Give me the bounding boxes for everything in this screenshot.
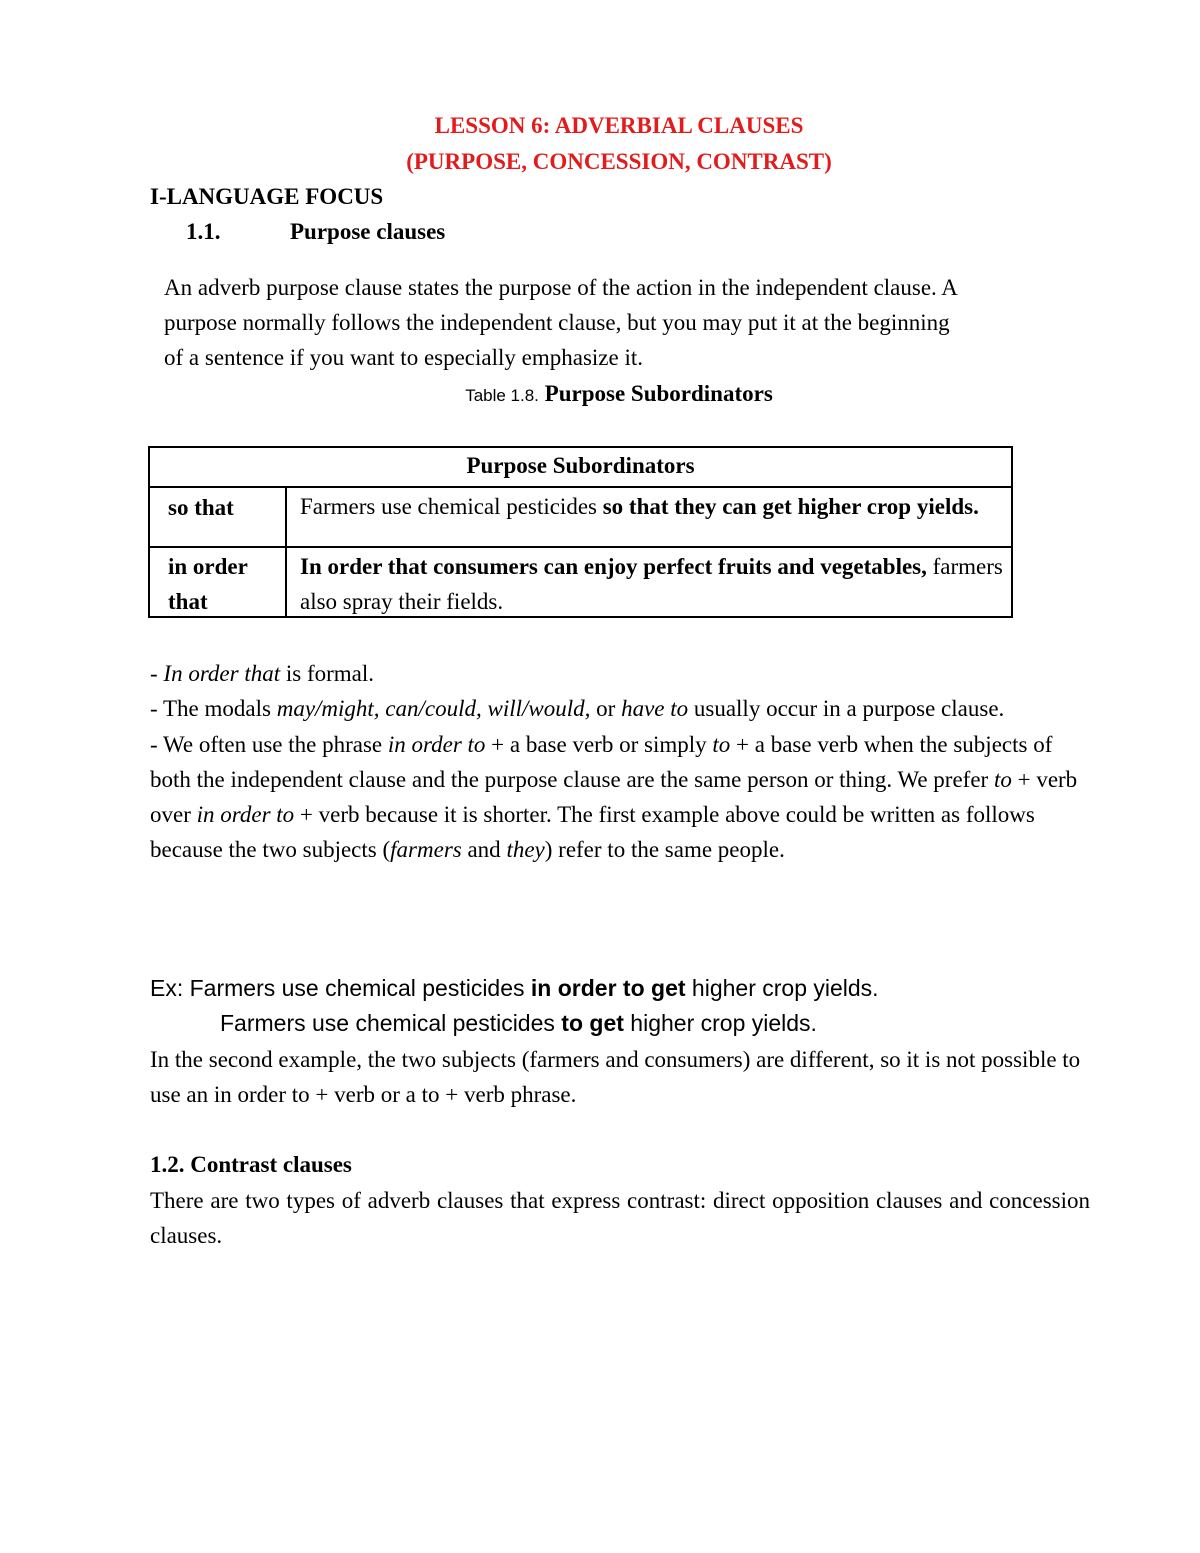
subsection-title-purpose: Purpose clauses: [290, 219, 446, 244]
purpose-subordinators-table: [148, 446, 1013, 618]
note-italic: to: [712, 731, 731, 757]
table-cell-example: [289, 546, 1011, 618]
note-text: or: [590, 696, 622, 722]
example-text: Ex: Farmers use chemical pesticides: [150, 975, 531, 1001]
note-formal: [150, 656, 1090, 691]
example-text: higher crop yields.: [623, 1010, 817, 1036]
lesson-title: LESSON 6: ADVERBIAL CLAUSES: [434, 113, 804, 138]
example-bold: to get: [561, 1010, 624, 1036]
note-modals: [150, 691, 1090, 726]
intro-line-1: An adverb purpose clause states the purpose of the action in the independent clause. A: [164, 275, 958, 300]
table-caption: [0, 381, 1200, 407]
table-cell-example: [289, 486, 1011, 546]
note-text: is formal.: [280, 661, 375, 686]
section-heading-contrast: 1.2. Contrast clauses: [150, 1152, 352, 1177]
note-text: usually occur in a purpose clause.: [688, 696, 1005, 722]
example-plain-text: farmers also spray their fields.: [300, 554, 1003, 614]
note-text: - The modals: [150, 696, 277, 722]
intro-line-2: purpose normally follows the independent clause, but you may put it at the beginning: [164, 310, 950, 335]
contrast-intro: There are two types of adverb clauses that express contrast: direct opposition clauses and concession clauses.: [150, 1188, 1090, 1249]
subsection-number: 1.1.: [186, 219, 221, 244]
table-header: Purpose Subordinators: [150, 448, 1011, 488]
note-text: ) refer to the same people.: [544, 837, 785, 863]
lesson-subtitle: (PURPOSE, CONCESSION, CONTRAST): [406, 149, 832, 174]
table-cell-subordinator: in order that: [150, 546, 287, 618]
second-example-note: In the second example, the two subjects (farmers and consumers) are different, so it is not possible to use an in order to + verb or a to + verb phrase.: [150, 1047, 1081, 1108]
note-italic: to: [993, 766, 1012, 792]
example-sentence-2: [220, 1010, 817, 1037]
table-row: [150, 546, 1011, 618]
note-italic: in order to: [387, 731, 486, 757]
note-text: - We often use the phrase: [150, 731, 388, 757]
note-text: + verb over: [150, 766, 1078, 828]
example-bold-text: so that they can get higher crop yields.: [602, 494, 979, 519]
table-row: [150, 486, 1011, 548]
table-caption-prefix: Table 1.8.: [465, 386, 539, 405]
note-phrase: [150, 727, 1090, 868]
example-sentence-1: [150, 975, 879, 1002]
usage-notes: [150, 656, 1090, 868]
note-italic: may/might, can/could, will/would,: [276, 696, 591, 722]
note-italic: have to: [621, 696, 689, 722]
note-text: + a base verb when the subjects of both the independent clause and the purpose clause are the same person or thing. We prefer: [150, 731, 1053, 792]
table-cell-subordinator: so that: [150, 486, 287, 546]
section-heading-language-focus: I-LANGUAGE FOCUS: [150, 184, 384, 209]
note-dash: -: [150, 661, 164, 686]
example-bold-text: In order that consumers can enjoy perfect fruits and vegetables,: [300, 554, 927, 579]
intro-line-3: of a sentence if you want to especially emphasize it.: [164, 345, 643, 370]
example-text: Farmers use chemical pesticides: [220, 1010, 562, 1036]
note-text: and: [461, 837, 507, 863]
example-text: higher crop yields.: [685, 975, 879, 1001]
example-bold: in order to get: [530, 975, 686, 1001]
table-caption-title: Purpose Subordinators: [544, 381, 773, 406]
note-italic: farmers: [390, 837, 462, 863]
note-italic: In order that: [163, 661, 281, 686]
note-text: + a base verb or simply: [485, 731, 713, 757]
example-plain-text: Farmers use chemical pesticides: [300, 494, 603, 519]
note-text: + verb because it is shorter. The first example above could be written as follows because the two subjects (: [150, 802, 1035, 863]
note-italic: in order to: [196, 802, 295, 828]
note-italic: they: [506, 837, 545, 863]
